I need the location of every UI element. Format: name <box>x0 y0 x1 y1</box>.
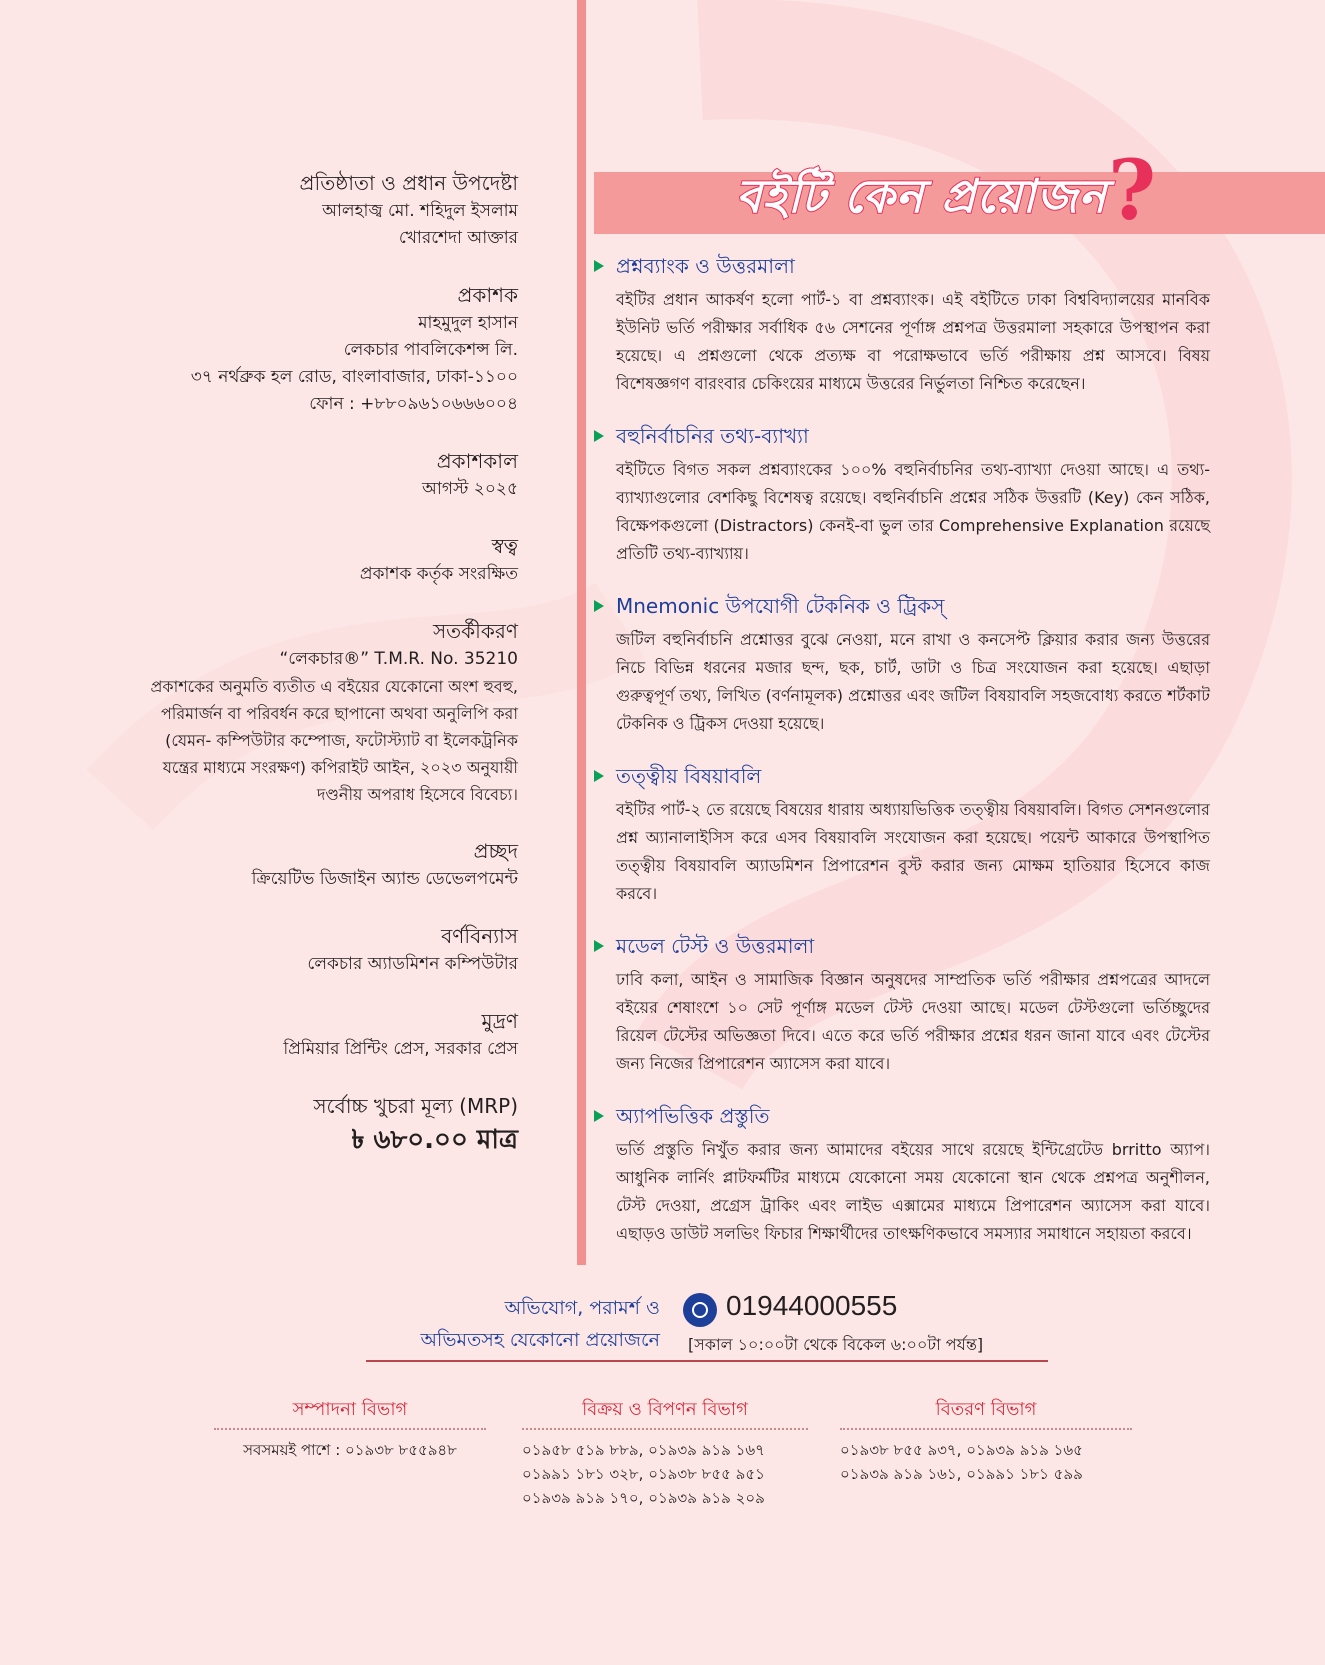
print-value: প্রিমিয়ার প্রিন্টিং প্রেস, সরকার প্রেস <box>283 1039 518 1059</box>
department-sales <box>522 1396 808 1510</box>
department-editorial <box>214 1396 486 1462</box>
typeset-heading: বর্ণবিন্যাস <box>441 924 518 948</box>
pubdate-heading: প্রকাশকাল <box>436 449 518 473</box>
feature-section <box>594 760 1210 908</box>
arrow-bullet-icon <box>594 600 604 612</box>
arrow-bullet-icon <box>594 260 604 272</box>
cover-heading: প্রচ্ছদ <box>473 839 518 863</box>
feature-section <box>594 250 1210 398</box>
feature-body: ভর্তি প্রস্তুতি নিখুঁত করার জন্য আমাদের বইয়ের সাথে রয়েছে ইন্টিগ্রেটেড brritto অ্যাপ। আধুনিক লার্নিং প্লাটফর্মটির মাধ্যমে যেকোনো সময় যেকোনো স্থান থেকে প্রশ্নপত্র অনুশীলন, টেস্ট দেওয়া, প্রগ্রেস ট্রাকিং এবং লাইভ এক্সামের মাধ্যমে প্রিপারেশন অ্যাসেস করা যাবে। এছাড়ও ডাউট সলভিং ফিচার শিক্ষার্থীদের তাৎক্ষণিকভাবে সমস্যার সমাধানে সহায়তা করবে। <box>616 1140 1210 1243</box>
founder-heading: প্রতিষ্ঠাতা ও প্রধান উপদেষ্টা <box>299 171 518 195</box>
warning-line: পরিমার্জন বা পরিবর্ধন করে ছাপানো অথবা অনুলিপি করা <box>160 704 518 723</box>
warning-line: যন্ত্রের মাধ্যমে সংরক্ষণ) কপিরাইট আইন, ২০২৩ অনুযায়ী <box>162 758 518 777</box>
trademark-line: “লেকচার®” T.M.R. No. 35210 <box>279 649 518 669</box>
department-phone: ০১৯৯১ ১৮১ ৩২৮, ০১৯৩৮ ৮৫৫ ৯৫১ <box>522 1465 765 1483</box>
warning-heading: সতর্কীকরণ <box>432 619 518 643</box>
department-heading: বিতরণ বিভাগ <box>840 1396 1132 1430</box>
feature-heading-text: তত্ত্বীয় বিষয়াবলি <box>616 764 762 788</box>
feature-heading-text: মডেল টেস্ট ও উত্তরমালা <box>616 934 815 958</box>
founder-block <box>120 168 518 252</box>
cover-block <box>120 836 518 893</box>
imprint-column <box>120 168 518 1187</box>
print-heading: মুদ্রণ <box>481 1009 518 1033</box>
feature-heading-text: Mnemonic উপযোগী টেকনিক ও ট্রিকস্ <box>616 594 945 618</box>
publisher-phone: ফোন : +৮৮০৯৬১০৬৬৬০০৪ <box>309 394 518 414</box>
department-phone: ০১৯৩৮ ৮৫৫ ৯৩৭, ০১৯৩৯ ৯১৯ ১৬৫ <box>840 1441 1083 1459</box>
arrow-bullet-icon <box>594 1110 604 1122</box>
department-phone: ০১৯৩৯ ৯১৯ ১৬১, ০১৯৯১ ১৮১ ৫৯৯ <box>840 1465 1083 1483</box>
feature-body: বইটির পার্ট-২ তে রয়েছে বিষয়ের ধারায় অধ্যায়ভিত্তিক তত্ত্বীয় বিষয়াবলি। বিগত সেশনগুলোর প্রশ্ন অ্যানালাইসিস করে এসব বিষয়াবলি সংযোজন করা হয়েছে। পয়েন্ট আকারে উপস্থাপিত তত্ত্বীয় বিষয়াবলি অ্যাডমিশন প্রিপারেশন বুস্ট করার জন্য মোক্ষম হাতিয়ার হিসেবে কাজ করবে। <box>616 800 1210 903</box>
question-mark-icon: ? <box>1108 143 1157 239</box>
department-phone: ০১৯৩৯ ৯১৯ ১৭০, ০১৯৩৯ ৯১৯ ২০৯ <box>522 1489 765 1507</box>
feature-heading <box>594 250 1210 282</box>
contact-line: অভিযোগ, পরামর্শ ও <box>504 1297 660 1319</box>
warning-line: (যেমন- কম্পিউটার কম্পোজ, ফটোস্ট্যাট বা ইলেকট্রনিক <box>165 731 518 750</box>
feature-section <box>594 1100 1210 1248</box>
publisher-block <box>120 280 518 418</box>
publisher-line: মাহমুদুল হাসান <box>418 313 518 333</box>
warning-block <box>120 616 518 808</box>
pubdate-block <box>120 446 518 503</box>
department-phone: সবসময়ই পাশে : ০১৯৩৮ ৮৫৫৯৪৮ <box>243 1441 457 1459</box>
cover-value: ক্রিয়েটিভ ডিজাইন অ্যান্ড ডেভেলপমেন্ট <box>251 869 518 889</box>
banner-title: বইটি কেন প্রয়োজন <box>736 169 1107 223</box>
typeset-block <box>120 921 518 978</box>
publisher-heading: প্রকাশক <box>457 283 518 307</box>
contact-line: অভিমতসহ যেকোনো প্রয়োজনে <box>420 1329 660 1351</box>
feature-heading-text: বহুনির্বাচনির তথ্য-ব্যাখ্যা <box>616 424 809 448</box>
founder-line: খোরশেদা আক্তার <box>398 228 518 248</box>
department-distribution <box>840 1396 1132 1486</box>
features-column <box>594 250 1210 1270</box>
feature-heading-text: প্রশ্নব্যাংক ও উত্তরমালা <box>616 254 795 278</box>
department-heading: বিক্রয় ও বিপণন বিভাগ <box>522 1396 808 1430</box>
feature-body: ঢাবি কলা, আইন ও সামাজিক বিজ্ঞান অনুষদের সাম্প্রতিক ভর্তি পরীক্ষার প্রশ্নপত্রের আদলে বইয়ের শেষাংশে ১০ সেট পূর্ণাঙ্গ মডেল টেস্ট দেওয়া আছে। মডেল টেস্টগুলো ভর্তিচ্ছুদের রিয়েল টেস্টের অভিজ্ঞতা দিবে। এতে করে ভর্তি পরীক্ষার প্রশ্নের ধরন জানা যাবে এবং টেস্টের জন্য নিজের প্রিপারেশন অ্যাসেস করা যাবে। <box>616 970 1210 1073</box>
feature-section <box>594 930 1210 1078</box>
rights-block <box>120 531 518 588</box>
feature-heading <box>594 590 1210 622</box>
feature-heading <box>594 930 1210 962</box>
feature-body: জটিল বহুনির্বাচনি প্রশ্নোত্তর বুঝে নেওয়া, মনে রাখা ও কনসেপ্ট ক্লিয়ার করার জন্য উত্তরের নিচে বিভিন্ন ধরনের মজার ছন্দ, ছক, চার্ট, ডাটা ও চিত্র সংযোজন করা হয়েছে। এছাড়া গুরুত্বপূর্ণ তথ্য, লিখিত (বর্ণনামূলক) প্রশ্নোত্তর এবং জটিল বিষয়াবলি সহজবোধ্য করতে শর্টকাট টেকনিক ও ট্রিকস দেওয়া হয়েছে। <box>616 630 1210 733</box>
department-heading: সম্পাদনা বিভাগ <box>214 1396 486 1430</box>
pubdate-value: আগস্ট ২০২৫ <box>422 479 518 499</box>
mrp-value: ৳ ৬৮০.০০ মাত্র <box>351 1125 518 1155</box>
warning-line: দণ্ডনীয় অপরাধ হিসেবে বিবেচ্য। <box>316 785 518 804</box>
feature-heading <box>594 420 1210 452</box>
feature-heading <box>594 760 1210 792</box>
feature-heading-text: অ্যাপভিত্তিক প্রস্তুতি <box>616 1104 770 1128</box>
arrow-bullet-icon <box>594 430 604 442</box>
hotline-number: 01944000555 <box>726 1290 898 1321</box>
whatsapp-icon <box>683 1293 717 1327</box>
arrow-bullet-icon <box>594 770 604 782</box>
feature-section <box>594 590 1210 738</box>
hotline-hours: [সকাল ১০:০০টা থেকে বিকেল ৬:০০টা পর্যন্ত] <box>688 1335 984 1354</box>
mrp-block <box>120 1091 518 1159</box>
mrp-heading: সর্বোচ্চ খুচরা মূল্য (MRP) <box>313 1094 518 1118</box>
feature-heading <box>594 1100 1210 1132</box>
warning-line: প্রকাশকের অনুমতি ব্যতীত এ বইয়ের যেকোনো অংশ হুবহু, <box>150 677 518 696</box>
arrow-bullet-icon <box>594 940 604 952</box>
rights-value: প্রকাশক কর্তৃক সংরক্ষিত <box>359 564 518 584</box>
feature-body: বইটির প্রধান আকর্ষণ হলো পার্ট-১ বা প্রশ্নব্যাংক। এই বইটিতে ঢাকা বিশ্ববিদ্যালয়ের মানবিক ইউনিট ভর্তি পরীক্ষার সর্বাধিক ৫৬ সেশনের পূর্ণাঙ্গ প্রশ্নপত্র উত্তরমালা সহকারে উপস্থাপন করা হয়েছে। এ প্রশ্নগুলো থেকে প্রত্যক্ষ বা পরোক্ষভাবে ভর্তি পরীক্ষায় প্রশ্ন আসবে। বিষয় বিশেষজ্ঞগণ বারংবার চেকিংয়ের মাধ্যমে উত্তরের নির্ভুলতা নিশ্চিত করেছেন। <box>616 290 1210 393</box>
department-phone: ০১৯৫৮ ৫১৯ ৮৮৯, ০১৯৩৯ ৯১৯ ১৬৭ <box>522 1441 765 1459</box>
feature-section <box>594 420 1210 568</box>
rights-heading: স্বত্ব <box>491 534 518 558</box>
feature-body: বইটিতে বিগত সকল প্রশ্নব্যাংকের ১০০% বহুনির্বাচনির তথ্য-ব্যাখ্যা দেওয়া আছে। এ তথ্য-ব্যাখ্যাগুলোর বেশকিছু বিশেষত্ব রয়েছে। বহুনির্বাচনি প্রশ্নের সঠিক উত্তরটি (Key) কেন সঠিক, বিক্ষেপকগুলো (Distractors) কেনই-বা ভুল তার Comprehensive Explanation রয়েছে প্রতিটি তথ্য-ব্যাখ্যায়। <box>616 460 1210 563</box>
print-block <box>120 1006 518 1063</box>
footer-divider <box>366 1360 1048 1362</box>
column-divider <box>577 0 586 1265</box>
founder-line: আলহাজ্ব মো. শহিদুল ইসলাম <box>322 201 518 221</box>
publisher-address: ৩৭ নর্থব্রুক হল রোড, বাংলাবাজার, ঢাকা-১১০০ <box>190 367 518 387</box>
publisher-line: লেকচার পাবলিকেশন্স লি. <box>343 340 518 360</box>
typeset-value: লেকচার অ্যাডমিশন কম্পিউটার <box>307 954 518 974</box>
contact-prompt <box>360 1292 660 1356</box>
